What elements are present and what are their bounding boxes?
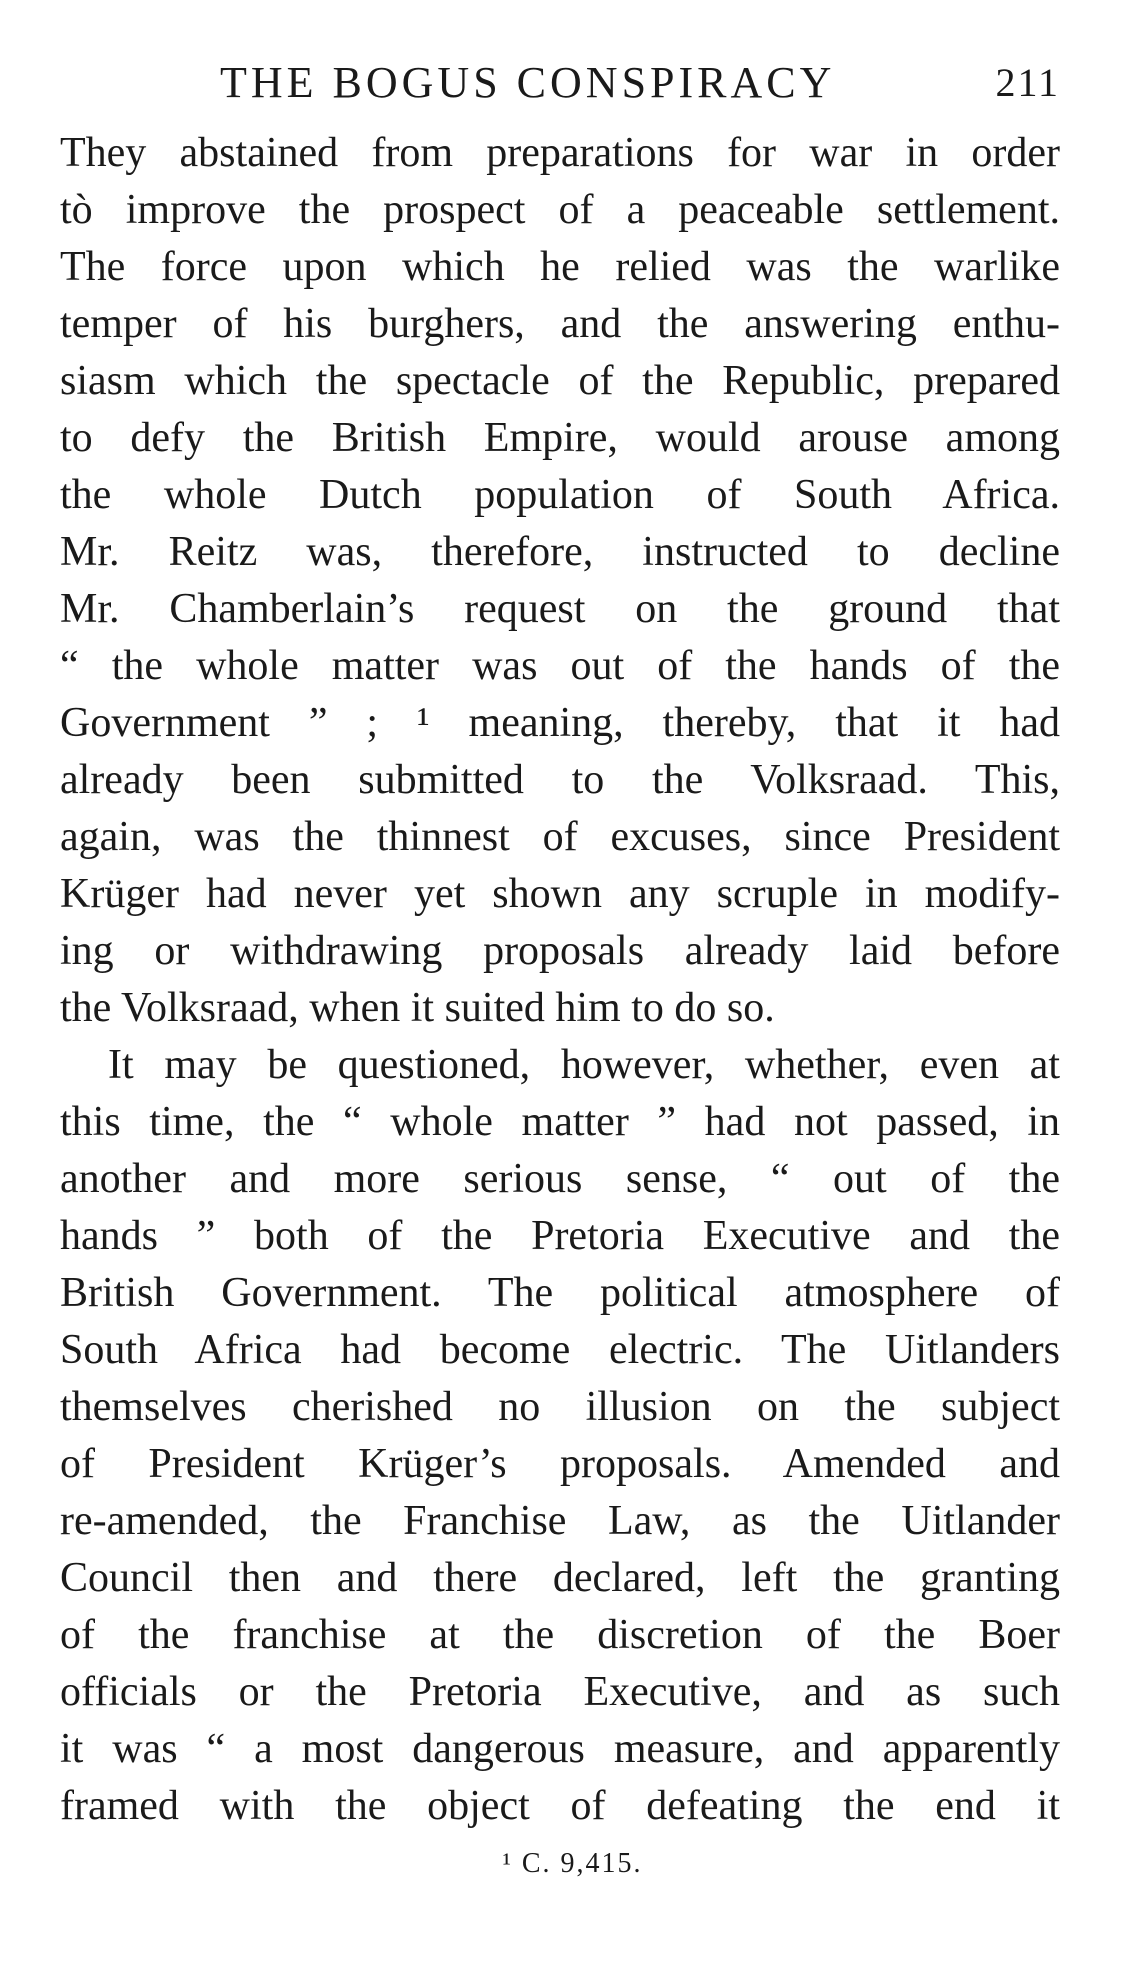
text-line: The force upon which he relied was the warlike: [60, 244, 1060, 290]
text-line: South Africa had become electric. The Uitlanders: [60, 1327, 1060, 1373]
text-line: the Volksraad, when it suited him to do so.: [60, 985, 775, 1031]
text-line: themselves cherished no illusion on the subject: [60, 1384, 1060, 1430]
text-line: “ the whole matter was out of the hands of the: [60, 643, 1060, 689]
text-line: siasm which the spectacle of the Republic, prepared: [60, 358, 1060, 404]
text-line: officials or the Pretoria Executive, and as such: [60, 1669, 1060, 1715]
text-line: already been submitted to the Volksraad. This,: [60, 757, 1060, 803]
text-line: Council then and there declared, left the granting: [60, 1555, 1060, 1601]
text-line: Mr. Reitz was, therefore, instructed to decline: [60, 529, 1060, 575]
text-line: ing or withdrawing proposals already laid before: [60, 928, 1060, 974]
text-line: tò improve the prospect of a peaceable settlement.: [60, 187, 1060, 233]
paragraph-2: [60, 1037, 1060, 1835]
text-line: It may be questioned, however, whether, even at: [108, 1042, 1060, 1088]
text-line: it was “ a most dangerous measure, and apparently: [60, 1726, 1060, 1772]
text-line: British Government. The political atmosphere of: [60, 1270, 1060, 1316]
text-line: They abstained from preparations for war in order: [60, 130, 1060, 176]
text-line: of the franchise at the discretion of the Boer: [60, 1612, 1060, 1658]
text-line: again, was the thinnest of excuses, since President: [60, 814, 1060, 860]
text-line: hands ” both of the Pretoria Executive and the: [60, 1213, 1060, 1259]
text-line: another and more serious sense, “ out of the: [60, 1156, 1060, 1202]
paragraph-1: [60, 125, 1060, 1037]
text-line: of President Krüger’s proposals. Amended and: [60, 1441, 1060, 1487]
text-line: this time, the “ whole matter ” had not passed, in: [60, 1099, 1060, 1145]
text-line: to defy the British Empire, would arouse among: [60, 415, 1060, 461]
text-line: Mr. Chamberlain’s request on the ground that: [60, 586, 1060, 632]
footnote: ¹ C. 9,415.: [502, 1848, 643, 1879]
text-line: temper of his burghers, and the answering enthu-: [60, 301, 1060, 347]
page-number: 211: [995, 60, 1060, 105]
text-line: Government ” ; ¹ meaning, thereby, that it had: [60, 700, 1060, 746]
running-head: [60, 58, 1060, 108]
running-title: THE BOGUS CONSPIRACY: [220, 58, 836, 107]
text-line: Krüger had never yet shown any scruple in modify-: [60, 871, 1060, 917]
text-line: framed with the object of defeating the end it: [60, 1783, 1060, 1829]
text-line: the whole Dutch population of South Africa.: [60, 472, 1060, 518]
text-line: re-amended, the Franchise Law, as the Uitlander: [60, 1498, 1060, 1544]
body-text: [60, 125, 1060, 1835]
